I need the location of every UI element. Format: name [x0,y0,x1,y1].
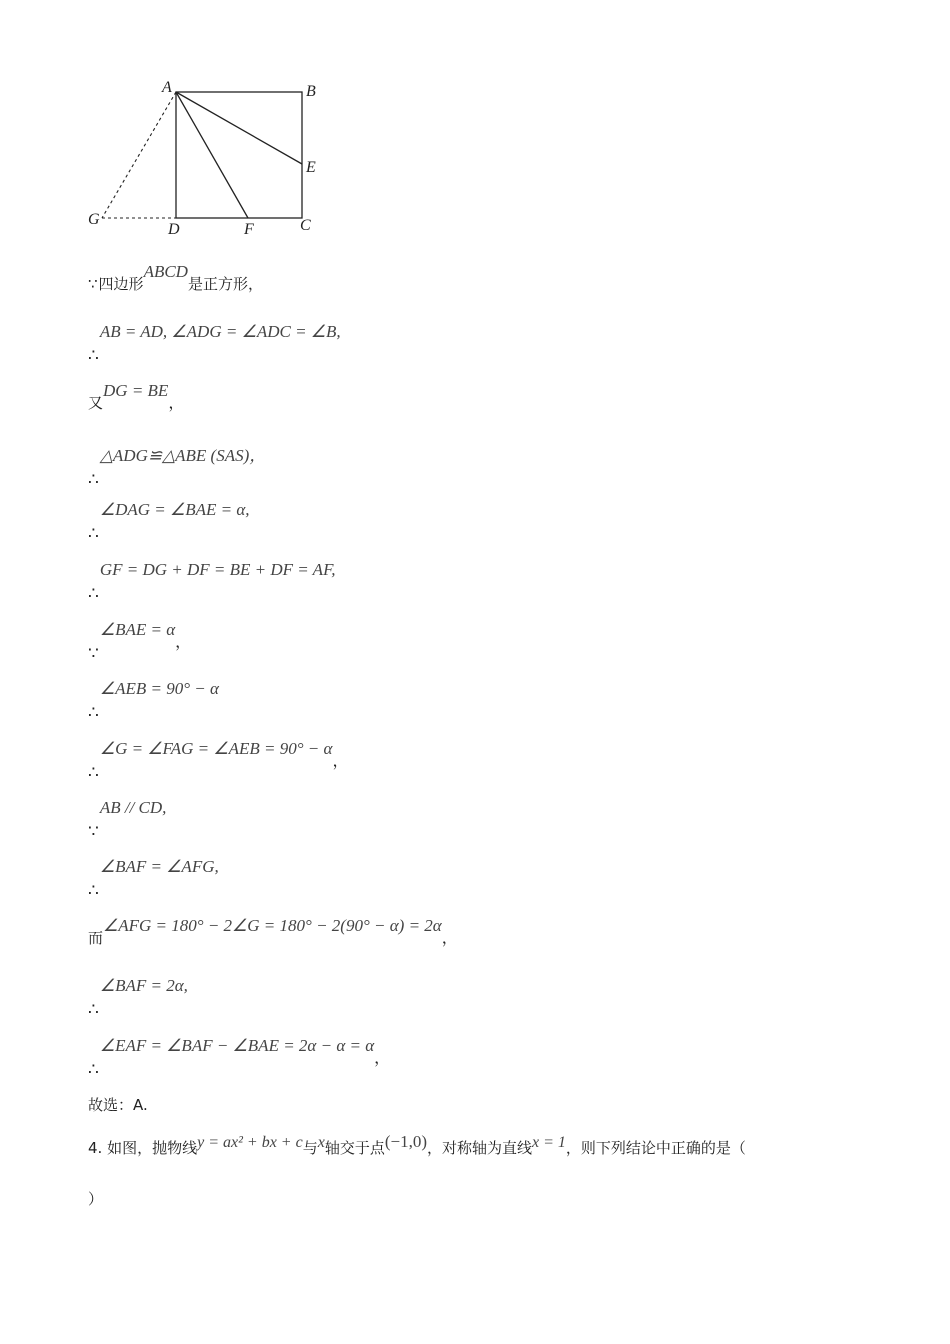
therefore-symbol: ∴ [88,470,99,490]
proof-math: ∠BAE = α [99,620,176,639]
proof-math: ∠AEB = 90° − α [99,679,219,698]
square-abcd [176,92,302,218]
proof-math: DG = BE [103,381,169,400]
proof-punct: ， [175,632,192,651]
intersection-point: (−1,0) [384,1132,427,1151]
parabola-formula: y = ax² + bx + c [197,1134,303,1151]
therefore-symbol: ∴ [88,584,99,604]
label-f: F [244,221,254,238]
proof-text: 是正方形， [187,275,263,293]
proof-math: GF = DG + DF = BE + DF = AF, [99,560,336,579]
label-g: G [88,211,100,228]
question-number-text: 4. 如图，抛物线 [88,1139,198,1157]
proof-line-2 [88,322,341,366]
proof-math: ∠BAF = ∠AFG, [99,857,219,876]
x-variable: x [317,1134,325,1151]
proof-punct: ， [374,1048,391,1067]
label-a: A [162,79,172,96]
therefore-symbol: ∴ [88,346,99,366]
therefore-symbol: ∴ [88,763,99,783]
proof-line-14 [88,1036,390,1080]
proof-line-9 [88,739,348,783]
proof-line-10 [88,798,166,842]
segment-ae [176,92,302,164]
proof-line-6 [88,560,336,604]
proof-line-1 [88,262,263,294]
proof-math: ∠G = ∠FAG = ∠AEB = 90° − α [99,739,333,758]
proof-punct: ， [168,393,185,412]
symmetry-axis: x = 1 [532,1134,566,1151]
therefore-symbol: ∴ [88,1060,99,1080]
proof-line-7 [88,620,191,664]
proof-line-12 [88,916,458,948]
proof-line-13 [88,976,188,1020]
proof-line-11 [88,857,219,901]
label-e: E [306,159,316,176]
label-d: D [168,221,180,238]
proof-math: AB // CD, [99,798,167,817]
proof-punct: ， [332,751,349,770]
question-4-close-paren: ） [88,1190,104,1208]
proof-math: ∠DAG = ∠BAE = α, [99,500,250,519]
proof-math: ∠BAF = 2α, [99,976,188,995]
because-symbol: ∵ [88,275,98,293]
proof-math: ABCD [143,262,188,281]
therefore-symbol: ∴ [88,1000,99,1020]
proof-math: ∠AFG = 180° − 2∠G = 180° − 2(90° − α) = 2α [103,916,442,935]
proof-punct: ， [441,928,458,947]
proof-line-5 [88,500,250,544]
proof-math: AB = AD, ∠ADG = ∠ADC = ∠B, [99,322,341,341]
label-c: C [300,217,311,234]
label-b: B [306,83,316,100]
question-4 [88,1132,746,1158]
therefore-symbol: ∴ [88,881,99,901]
therefore-symbol: ∴ [88,703,99,723]
proof-text: 四边形 [98,275,144,293]
square-geometry-figure [80,70,340,245]
proof-math: △ADG≌△ABE (SAS)， [99,446,267,465]
proof-line-8 [88,679,219,723]
segment-af [176,92,248,218]
segment-ag-dashed [102,92,176,218]
because-symbol: ∵ [88,644,99,664]
therefore-symbol: ∴ [88,524,99,544]
because-symbol: ∵ [88,822,99,842]
question-text: 轴交于点 [324,1139,385,1157]
answer-line: 故选：A. [88,1096,148,1114]
proof-line-4 [88,441,266,490]
proof-prefix: 又 [88,394,104,412]
question-text: 与 [302,1139,318,1157]
question-text: ，对称轴为直线 [427,1139,533,1157]
proof-line-3 [88,381,184,413]
question-text: ，则下列结论中正确的是（ [565,1139,746,1157]
proof-math: ∠EAF = ∠BAF − ∠BAE = 2α − α = α [99,1036,375,1055]
proof-prefix: 而 [88,929,104,947]
